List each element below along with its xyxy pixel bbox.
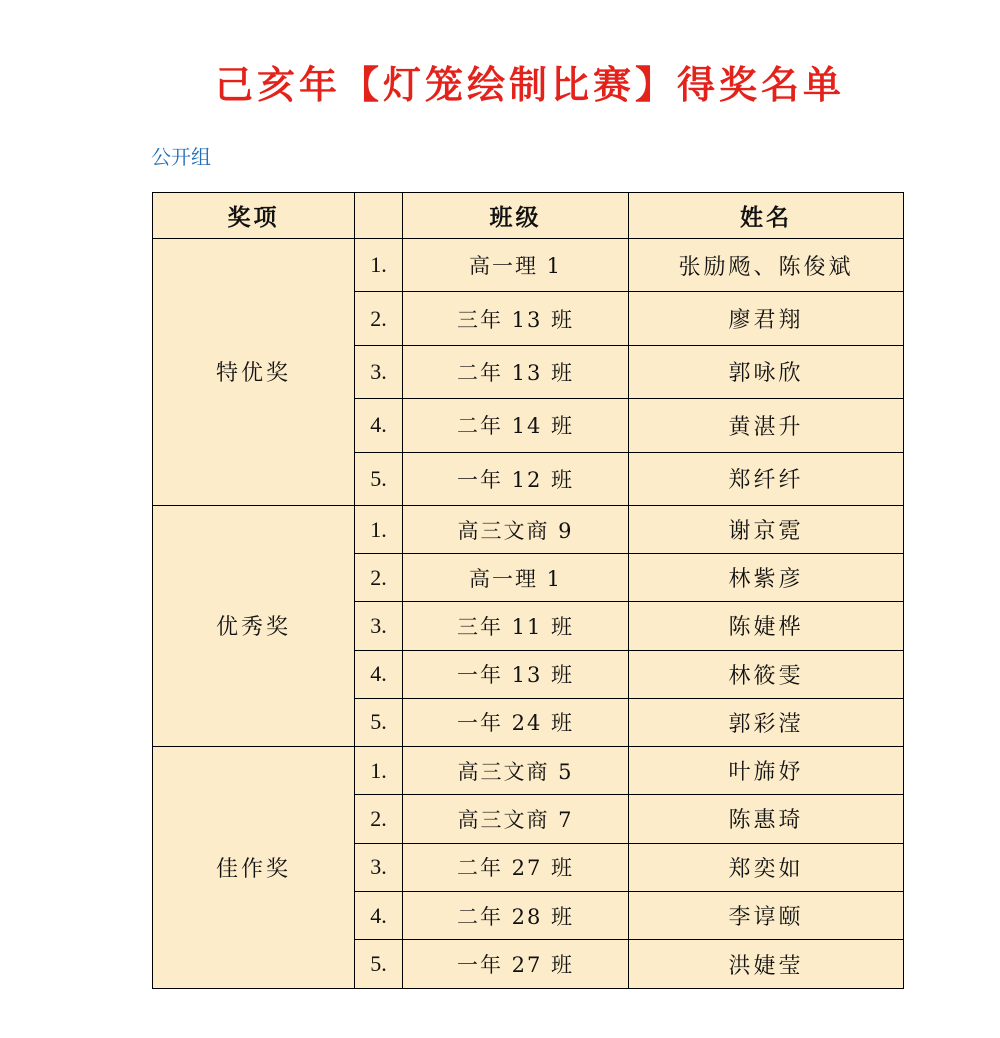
winner-name-cell: 陈婕桦 bbox=[629, 602, 904, 650]
winner-name-cell: 陈惠琦 bbox=[629, 795, 904, 843]
class-cell: 高一理 1 bbox=[403, 239, 629, 292]
row-number: 5. bbox=[355, 698, 403, 746]
winner-name-cell: 叶旆妤 bbox=[629, 746, 904, 794]
award-category-cell: 优秀奖 bbox=[153, 505, 355, 746]
winner-name-cell: 郑奕如 bbox=[629, 843, 904, 891]
class-cell: 高三文商 5 bbox=[403, 746, 629, 794]
row-number: 3. bbox=[355, 602, 403, 650]
header-class: 班级 bbox=[403, 193, 629, 239]
winner-name-cell: 郭咏欣 bbox=[629, 345, 904, 398]
winner-name-cell: 林筱雯 bbox=[629, 650, 904, 698]
header-number bbox=[355, 193, 403, 239]
winner-name-cell: 张励飏、陈俊斌 bbox=[629, 239, 904, 292]
award-category-cell: 佳作奖 bbox=[153, 746, 355, 988]
group-label: 公开组 bbox=[151, 145, 211, 169]
class-cell: 三年 11 班 bbox=[403, 602, 629, 650]
header-name: 姓名 bbox=[629, 193, 904, 239]
class-cell: 一年 24 班 bbox=[403, 698, 629, 746]
class-cell: 高三文商 7 bbox=[403, 795, 629, 843]
winner-name-cell: 李谆颐 bbox=[629, 892, 904, 940]
table-row bbox=[153, 505, 904, 553]
row-number: 1. bbox=[355, 239, 403, 292]
table-row bbox=[153, 239, 904, 292]
row-number: 1. bbox=[355, 746, 403, 794]
row-number: 5. bbox=[355, 452, 403, 505]
class-cell: 二年 28 班 bbox=[403, 892, 629, 940]
row-number: 2. bbox=[355, 292, 403, 345]
header-award: 奖项 bbox=[153, 193, 355, 239]
winner-name-cell: 洪婕莹 bbox=[629, 940, 904, 988]
class-cell: 高一理 1 bbox=[403, 554, 629, 602]
class-cell: 二年 27 班 bbox=[403, 843, 629, 891]
winner-name-cell: 林紫彦 bbox=[629, 554, 904, 602]
row-number: 5. bbox=[355, 940, 403, 988]
winner-name-cell: 黄湛升 bbox=[629, 399, 904, 452]
row-number: 2. bbox=[355, 795, 403, 843]
class-cell: 一年 12 班 bbox=[403, 452, 629, 505]
row-number: 3. bbox=[355, 345, 403, 398]
class-cell: 三年 13 班 bbox=[403, 292, 629, 345]
row-number: 4. bbox=[355, 650, 403, 698]
table-header-row bbox=[153, 193, 904, 239]
page-title: 己亥年【灯笼绘制比赛】得奖名单 bbox=[214, 62, 845, 107]
row-number: 3. bbox=[355, 843, 403, 891]
awards-table bbox=[152, 192, 904, 989]
row-number: 4. bbox=[355, 399, 403, 452]
winner-name-cell: 郭彩滢 bbox=[629, 698, 904, 746]
class-cell: 二年 13 班 bbox=[403, 345, 629, 398]
award-category-cell: 特优奖 bbox=[153, 239, 355, 506]
table-row bbox=[153, 746, 904, 794]
class-cell: 一年 27 班 bbox=[403, 940, 629, 988]
class-cell: 高三文商 9 bbox=[403, 505, 629, 553]
row-number: 2. bbox=[355, 554, 403, 602]
row-number: 4. bbox=[355, 892, 403, 940]
winner-name-cell: 谢京霓 bbox=[629, 505, 904, 553]
row-number: 1. bbox=[355, 505, 403, 553]
winner-name-cell: 廖君翔 bbox=[629, 292, 904, 345]
winner-name-cell: 郑纤纤 bbox=[629, 452, 904, 505]
class-cell: 二年 14 班 bbox=[403, 399, 629, 452]
class-cell: 一年 13 班 bbox=[403, 650, 629, 698]
